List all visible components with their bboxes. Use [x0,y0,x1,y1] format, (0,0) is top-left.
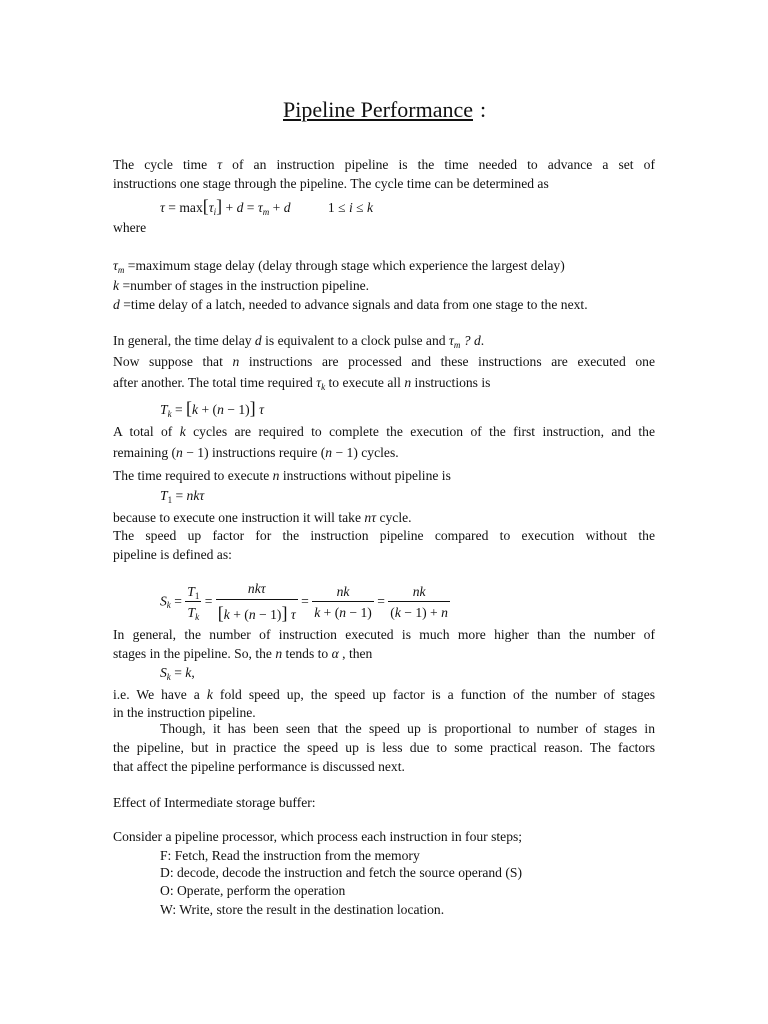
tau-symbol: τ [217,157,223,172]
title-colon: : [480,97,487,122]
paragraph-line: A total of k cycles are required to complete the execution of the first instruction, and the [113,424,655,439]
paragraph-line: Now suppose that n instructions are processed and these instructions are executed one [113,354,655,369]
page-title: Pipeline Performance [283,97,473,122]
equation-sk-equals-k: $S_k = k$, [160,665,195,682]
equation-total-time: $T_k = [k + (n - 1)]$ τ [160,398,264,419]
paragraph-line: because to execute one instruction it will take nτ cycle. [113,510,412,525]
text-segment: The cycle time [113,157,208,172]
definition-k: k =number of stages in the instruction pipeline. [113,278,370,293]
paragraph-line: In general, the time delay d is equivalent to a clock pulse and $\tau_m$ ? d. [113,333,485,350]
definition-tau-m: $\tau_m$ =maximum stage delay (delay through stage which experience the largest delay) [113,258,565,275]
equation-t1: $T_1 = nk\tau$ [160,488,205,505]
equation-cycle-time: $\tau = \max[\tau_i] + d = \tau_m + d$ 1 ≤ i ≤ k [160,196,374,217]
paragraph-line: The speed up factor for the instruction pipeline compared to execution without the [113,528,655,543]
paragraph-line: The time required to execute n instructions without pipeline is [113,468,451,483]
where-label: where [113,220,147,235]
paragraph-line: that affect the pipeline performance is discussed next. [113,759,405,774]
paragraph-line: instructions one stage through the pipeline. The cycle time can be determined as [113,176,549,191]
section-heading: Effect of Intermediate storage buffer: [113,795,316,810]
step-item: D: decode, decode the instruction and fetch the source operand (S) [160,865,522,880]
paragraph-line: pipeline is defined as: [113,547,232,562]
step-item: W: Write, store the result in the destination location. [160,902,445,917]
paragraph-line: In general, the number of instruction executed is much more higher than the number of [113,627,655,642]
paragraph-line: the pipeline, but in practice the speed up is less due to some practical reason. The factors [113,740,655,755]
paragraph-line: in the instruction pipeline. [113,705,256,720]
step-item: O: Operate, perform the operation [160,883,346,898]
paragraph-line: after another. The total time required $\tau_k$ to execute all n instructions is [113,375,491,392]
text-segment: of an instruction pipeline is the time needed to advance a set of [232,157,655,172]
paragraph-line: Consider a pipeline processor, which process each instruction in four steps; [113,829,523,844]
definition-d: d =time delay of a latch, needed to advance signals and data from one stage to the next. [113,297,588,312]
step-item: F: Fetch, Read the instruction from the memory [160,848,420,863]
paragraph-line [113,158,655,172]
equation-speedup: $S_k$ = $\frac{T_1}{T_k}$ = $\frac{\text{nkτ}}{[k + (n - 1)] \tau}$ = $\frac{nk}{k + (n - 1)}$ = $\frac{nk}{(k - 1) + n}$ [160,581,448,623]
paragraph-line: stages in the pipeline. So, the n tends to α , then [113,646,373,661]
paragraph-line: Though, it has been seen that the speed up is proportional to number of stages in [160,721,655,736]
paragraph-line: i.e. We have a k fold speed up, the speed up factor is a function of the number of stages [113,687,656,702]
paragraph-line: remaining (n − 1) instructions require (n − 1) cycles. [113,445,399,460]
